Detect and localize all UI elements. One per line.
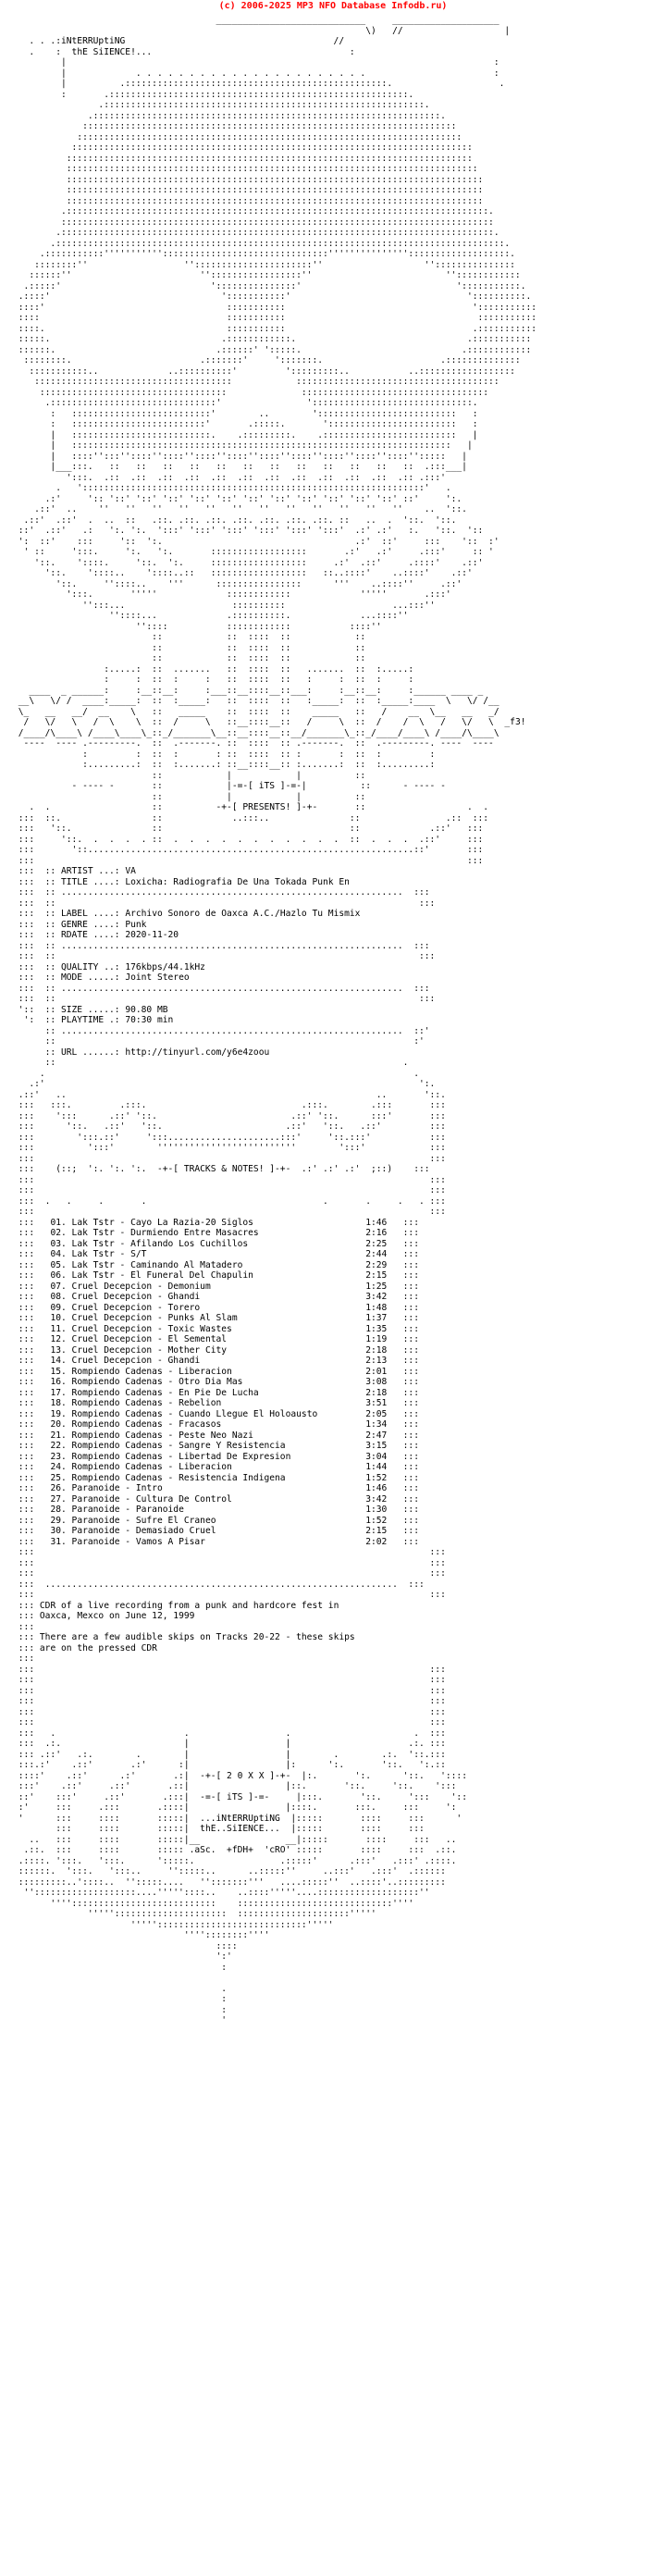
track-title: Lak Tstr - S/T xyxy=(71,1249,147,1259)
track-duration: 2:15 xyxy=(365,1270,388,1281)
track-duration: 1:30 xyxy=(365,1505,388,1515)
copyright-header: (c) 2006-2025 MP3 NFO Database Infodb.ru) xyxy=(218,1,448,11)
track-number: 22. xyxy=(50,1441,67,1451)
track-number: 18. xyxy=(50,1398,67,1408)
track-duration: 3:42 xyxy=(365,1292,388,1302)
playtime-value: 70:30 min xyxy=(125,1015,174,1025)
track-title: Cruel Decepcion - Toxic Wastes xyxy=(71,1323,232,1334)
playtime-label: PLAYTIME .: xyxy=(60,1015,120,1025)
track-title: Cruel Decepcion - Punks Al Slam xyxy=(71,1313,238,1323)
track-title: Rompiendo Cadenas - En Pie De Lucha xyxy=(71,1387,259,1398)
track-row: ::: 12. Cruel Decepcion - El Semental 1:19 ::: xyxy=(13,1334,419,1344)
track-number: 16. xyxy=(50,1377,67,1387)
track-title: Paranoide - Sufre El Craneo xyxy=(71,1515,216,1526)
track-number: 04. xyxy=(50,1249,67,1259)
track-row: ::: 19. Rompiendo Cadenas - Cuando Llegue El Holoausto 2:05 ::: xyxy=(13,1408,419,1419)
track-number: 24. xyxy=(50,1462,67,1472)
track-title: Paranoide - Demasiado Cruel xyxy=(71,1526,216,1536)
track-row: ::: 08. Cruel Decepcion - Ghandi 3:42 ::: xyxy=(13,1292,419,1302)
track-title: Cruel Decepcion - Mother City xyxy=(71,1344,228,1356)
year-banner: -+-[ 2 0 X X ]-+- xyxy=(200,1770,291,1781)
track-number: 23. xyxy=(50,1451,67,1462)
track-number: 12. xyxy=(50,1334,67,1344)
top-frame-art: ____________________________ ____________________ \) // | . . .:iNtERRUptiNG // . : thE SiIENCE!... : | : | . . . . . . . . . . . . . . . . . . . . . . : | .:::::::::::::::::::::::::::::::::::::::::::::::::. . : .::::::::::::::::::::::::::::::::::::::::::::::::::::::::. .::::::::::::::::::::::::::::::::::::::::::::::::::::::::::::. .:::::::::::::::::::::::::::::::::::::::::::::::::::::::::::::::::. :::::::::::::::::::::::::::::::::::::::::::::::::::::::::::::::::::::: :::::::::::::::::::::::::::::::::::::::::::::::::::::::::::::::::::::::: ::::::::::::::::::::::::::::::::::::::::::::::::::::::::::::::::::::::::::: :::::::::::::::::::::::::::::::::::::::::::::::::::::::::::::::::::::::::::: ::::::::::::::::::::::::::::::::::::::::::::::::::::::::::::::::::::::::::::: :::::::::::::::::::::::::::::::::::::::::::::::::::::::::::::::::::::::::::::: :::::::::::::::::::::::::::::::::::::::::::::::::::::::::::::::::::::::::::::: :::::::::::::::::::::::::::::::::::::::::::::::::::::::::::::::::::::::::::::: .:::::::::::::::::::::::::::::::::::::::::::::::::::::::::::::::::::::::::::::::. ::::::::::::::::::::::::::::::::::::::::::::::::::::::::::::::::::::::::::::::::: .:::::::::::::::::::::::::::::::::::::::::::::::::::::::::::::::::::::::::::::::::. .::::::::::::::::::::::::::::::::::::::::::::::::::::::::::::::::::::::::::::::::::::. .:::::::::::''''''''''':::::::::::::::::::::::::::::::''''''''''''''':::::::::::::::::::. ::::::::'' ''::::::::::::::::::::::'' ''::::::::::::::: ::::::'' '':::::::::::::::::'' '':::::::::::: .:::::' ':::::::::::::::' ':::::::::::. .::::' ':::::::::::' '::::::::::. ::::' ::::::::::: '::::::::::: :::: ::::::::::: ::::::::::: ::::. ::::::::::: .::::::::::: :::::. .::::::::::::. .::::::::::: ::::::. .::::::' ':::::. .:::::::::::: ::::::::. .:::::::' ':::::::. .:::::::::::::: :::::::::::.. ..::::::::::' ':::::::::.. ..:::::::::::::::::: ::::::::::::::::::::::::::::::::::::: :::::::::::::::::::::::::::::::::::::: ::::::::::::::::::::::::::::::::::: ::::::::::::::::::::::::::::::::::: .:::::::::::::::::::::::::::::::' '::::::::::::::::::::::::::::::. : ::::::::::::::::::::::::::' .. ':::::::::::::::::::::::::: : : :::::::::::::::::::::::::' .:::::. ':::::::::::::::::::::::: : | ::::::::::::::::::::::::::. .:::::::::. .::::::::::::::::::::::::: | | ::::::::::::::::::::::::::::::::::::::::::::::::::::::::::::::::::::::: | | ::::'':::''::::''::::''::::''::::''::::''::::''::::''::::''::::''::::: | |___:::. :: :: :: :: :: :: :: :: :: :: :: :: .:::___| ':::. .:: .:: .:: .:: .:: .:: .:: .:: .:: .:: .:: .:: .:::' . '::::::::::::::::::::::::::::::::::::::::::::::::::::::::::::::::' . .:' ':: '::' '::' '::' '::' '::' '::' '::' '::' '::' '::' '::' ::' ':. .::' .. '' '' '' '' '' '' '' '' '' '' '' '' .. '::. .::' .::' . .. :: .::. .::. .::. .::. .::. .::. .::. :: .. . '::. '::. ::' .::' .: ':. ':. ':::' ':::' ':::' ':::' ':::' ':::' .:' .:' :. '::. ':: ': ::' ::: ':: ':. .:' ::' ::: ':: :' ' :: ':::. ':. ':. :::::::::::::::::: .:' .:' .:::' :: ' '::. '::::. '::. ':. :::::::::::::::::: .:' .::' .::::' .::' '::. '::::.. '::::..:: :::::::::::::::::: ::..::::' ..::::' .::' '::. ''::::.. ''' :::::::::::::::: ''' ..::::'' .::' ':::. ''''' :::::::::::: ''''' .:::' '':::... :::::::::: ...:::'' ''::::... .::::::::::. ...::::'' '':::: :::::::::::: ::::'' :: :: :::: :: :: :: :: :::: :: :: :: :: :::: :: :: :.....: :: ....... :: :::: :: ....... :: :.....: : : :: : : :: :::: :: : : :: : : ____ _ ______: :__::__: :___::__::::__::___: :__::__: :______ ____ _ __\ \/ / ____:_____: :: :_____: :: :::: :: :_____: :: :_____:____ \ \/ /__ \_ __ __/ __ \ :: _____ :: :::: :: _____ :: / __ \__ __ _/ / \/ \ / \ \ :: / \ ::__::::__:: / \ :: / / \ / \/ \ _f3! /____/\____\ /____\____\_::_/_______\__::__::::__::__/_______\_::_/____/____\ /____/\____\ ---- ---- .---------. :: .-------. :: :::: :: .-------. :: .---------. ---- ---- : : :: : : :: :::: :: : : :: : : :.........: :: :.......: ::__::::__:: :.......: :: :.........: :: | | :: - ---- - :: |-=-[ iTS ]-=-| :: - ---- - :: | | :: . . :: -+-[ PRESENTS! ]-+- :: . . ::: ::. :: ..:::.. :: .:: ::: ::: '::. :: :: .::' ::: ::: '::. . . . . :: . . . . . . . . . . . :: . . . .::' ::: ::: '::.............................................................::' ::: ::: ::: xyxy=(18,15,537,866)
track-title: Lak Tstr - Caminando Al Matadero xyxy=(71,1259,243,1270)
track-title: Rompiendo Cadenas - Liberacion xyxy=(71,1462,232,1472)
track-row: ::: 23. Rompiendo Cadenas - Libertad De Expresion 3:04 ::: xyxy=(13,1451,419,1462)
group-name: iNtERRUptiNG xyxy=(60,36,126,46)
footer-group-name: ...iNtERRUptiNG xyxy=(200,1813,280,1824)
release-info: ::: :: ARTIST ...: VA ::: :: TITLE ....: Loxicha: Radiografia De Una Tokada Punk En ::: :: ................................................................ ::: ::: :: ::: ::: :: LABEL ....: Archivo Sonoro de Oaxca A.C./Hazlo Tu Mismix ::: :: GENRE ....: Punk ::: :: RDATE ....: 2020-11-20 ::: :: ................................................................ ::: ::: :: ::: ::: :: QUALITY ..: 176kbps/44.1kHz ::: :: MODE .....: Joint Stereo ::: :: ................................................................ ::: ::: :: ::: ':: :: SIZE .....: 90.80 MB ': :: PLAYTIME .: 70:30 min :: ................................................................ ::' :: :' :: URL ......: http://tinyurl.com/y6e4zoou :: . xyxy=(13,866,436,1068)
track-row: ::: 28. Paranoide - Paranoide 1:30 ::: xyxy=(13,1505,419,1515)
track-duration: 1:35 xyxy=(365,1323,388,1334)
track-number: 31. xyxy=(50,1536,67,1547)
track-number: 17. xyxy=(50,1387,67,1398)
track-title: Rompiendo Cadenas - Fracasos xyxy=(71,1419,222,1430)
track-number: 26. xyxy=(50,1483,67,1493)
track-duration: 3:51 xyxy=(365,1398,388,1408)
track-duration: 2:44 xyxy=(365,1249,388,1259)
track-title: Cruel Decepcion - El Semental xyxy=(71,1334,228,1344)
quality-label: QUALITY ..: xyxy=(60,961,120,972)
track-duration: 1:19 xyxy=(365,1334,388,1344)
track-duration: 1:52 xyxy=(365,1515,388,1526)
label-label: LABEL ....: xyxy=(60,909,120,919)
tracks-divider-art: . . .:' ':. .::' .. .. '::. ::: :::. .:::. .:::. .::: ::: ::: '::: .::' '::. .::' '::. :::' ::: ::: '::. .::' '::. .::' '::. .::' ::: ::: ':::.::' ':::.....................:::' '::.:::' ::: ::: ':::' '''''''''''''''''''''''''' ':::' ::: ::: ::: ::: (::; ':. ':. ':. -+-[ TRACKS & NOTES! ]-+- .:' .:' .:' ;::) ::: ::: ::: ::: ::: ::: . . . . . . . . ::: ::: ::: xyxy=(18,1068,446,1217)
track-duration: 2:16 xyxy=(365,1228,388,1238)
track-duration: 2:18 xyxy=(365,1387,388,1398)
group-subtitle: thE SiIENCE!... xyxy=(71,46,153,57)
track-number: 09. xyxy=(50,1302,67,1313)
artist-value: VA xyxy=(125,866,136,876)
track-number: 03. xyxy=(50,1238,67,1249)
track-duration: 2:02 xyxy=(365,1536,388,1547)
track-row: ::: 31. Paranoide - Vamos A Pisar 2:02 ::: xyxy=(13,1536,419,1547)
track-row: ::: 16. Rompiendo Cadenas - Otro Dia Mas 3:08 ::: xyxy=(13,1377,419,1387)
track-number: 08. xyxy=(50,1292,67,1302)
label-value: Archivo Sonoro de Oaxca A.C./Hazlo Tu Mismix xyxy=(125,909,361,919)
track-title: Lak Tstr - Cayo La Razia-20 Siglos xyxy=(71,1217,253,1228)
track-duration: 2:13 xyxy=(365,1356,388,1366)
track-duration: 1:44 xyxy=(365,1462,388,1472)
url-value[interactable]: http://tinyurl.com/y6e4zoou xyxy=(125,1046,270,1058)
track-title: Lak Tstr - Afilando Los Cuchillos xyxy=(71,1238,249,1249)
track-row: ::: 05. Lak Tstr - Caminando Al Matadero 2:29 ::: xyxy=(13,1259,419,1270)
track-duration: 3:15 xyxy=(365,1441,388,1451)
track-row: ::: 11. Cruel Decepcion - Toxic Wastes 1:35 ::: xyxy=(13,1323,419,1334)
track-number: 29. xyxy=(50,1515,67,1526)
track-duration: 2:01 xyxy=(365,1366,388,1377)
track-title: Cruel Decepcion - Ghandi xyxy=(71,1356,201,1366)
track-duration: 1:37 xyxy=(365,1313,388,1323)
track-duration: 1:52 xyxy=(365,1472,388,1483)
track-row: ::: 07. Cruel Decepcion - Demonium 1:25 ::: xyxy=(13,1281,419,1292)
artist-tag: _f3! xyxy=(504,717,526,727)
track-title: Lak Tstr - Durmiendo Entre Masacres xyxy=(71,1228,259,1238)
track-row: ::: 25. Rompiendo Cadenas - Resistencia Indigena 1:52 ::: xyxy=(13,1472,419,1483)
track-duration: 2:15 xyxy=(365,1526,388,1536)
track-number: 30. xyxy=(50,1526,67,1536)
genre-value: Punk xyxy=(125,919,147,930)
notes-line-4: are on the pressed CDR xyxy=(39,1642,157,1653)
track-title: Rompiendo Cadenas - Rebelion xyxy=(71,1398,222,1408)
title-value: Loxicha: Radiografia De Una Tokada Punk En xyxy=(125,876,350,887)
track-duration: 3:42 xyxy=(365,1493,388,1505)
track-duration: 2:29 xyxy=(365,1259,388,1270)
track-row: ::: 14. Cruel Decepcion - Ghandi 2:13 ::: xyxy=(13,1356,419,1366)
track-number: 14. xyxy=(50,1356,67,1366)
title-label: TITLE ....: xyxy=(60,876,120,887)
track-row: ::: 04. Lak Tstr - S/T 2:44 ::: xyxy=(13,1249,419,1259)
track-row: ::: 06. Lak Tstr - El Funeral Del Chapulin 2:15 ::: xyxy=(13,1270,419,1281)
notes-line-2: Oaxca, Mexco on June 12, 1999 xyxy=(39,1611,195,1621)
rdate-label: RDATE ....: xyxy=(60,930,120,940)
track-title: Cruel Decepcion - Torero xyxy=(71,1302,201,1313)
rdate-value: 2020-11-20 xyxy=(125,930,179,940)
track-row: ::: 10. Cruel Decepcion - Punks Al Slam 1:37 ::: xyxy=(13,1313,419,1323)
track-title: Rompiendo Cadenas - Sangre Y Resistencia xyxy=(71,1441,286,1451)
track-duration: 1:46 xyxy=(365,1217,388,1228)
track-row: ::: 03. Lak Tstr - Afilando Los Cuchillos 2:25 ::: xyxy=(13,1238,419,1249)
its-banner-footer: -=-[ iTS ]-=- xyxy=(200,1791,270,1802)
track-duration: 3:04 xyxy=(365,1451,388,1462)
track-number: 28. xyxy=(50,1505,67,1515)
track-title: Rompiendo Cadenas - Peste Neo Nazi xyxy=(71,1430,253,1441)
size-value: 90.80 MB xyxy=(125,1004,168,1015)
quality-value: 176kbps/44.1kHz xyxy=(125,961,205,972)
footer-group-subtitle: thE..SiIENCE... xyxy=(200,1824,280,1834)
track-duration: 3:08 xyxy=(365,1377,388,1387)
track-title: Rompiendo Cadenas - Libertad De Expresion xyxy=(71,1451,291,1462)
track-row: ::: 13. Cruel Decepcion - Mother City 2:18 ::: xyxy=(13,1344,419,1356)
url-label: URL ......: xyxy=(60,1046,120,1058)
notes-line-1: CDR of a live recording from a punk and hardcore fest in xyxy=(39,1600,339,1611)
track-row: ::: 20. Rompiendo Cadenas - Fracasos 1:34 ::: xyxy=(13,1419,419,1430)
track-row: ::: 26. Paranoide - Intro 1:46 ::: xyxy=(13,1483,419,1493)
track-title: Rompiendo Cadenas - Cuando Llegue El Holoausto xyxy=(71,1408,318,1419)
track-duration: 2:47 xyxy=(365,1430,388,1441)
nfo-document xyxy=(13,15,536,2026)
track-row: ::: 09. Cruel Decepcion - Torero 1:48 ::: xyxy=(13,1302,419,1313)
footer-art: ::: ::: ::: ::: ::: ::: ::: ::: ::: ::: ::: ::: ::: . . . . ::: ::: .:. | | .:. ::: ::: .::' .:. . | | . .:. '::.::: :::.:' .::' .:' :| |: ':. '::. ':.:: ::::' .::' .:' .:| -+-[ 2 0 X X ]-+- |:. ':. '::. ':::: :::' .::' .::' .::| |::. '::. '::. '::: ::' :::' .::' .:::| -=-[ iTS ]-=- |:::. '::. '::: ':: :' ::: .::: .::::| |::::. :::. ::: ': ' ::: :::: :::::| ...iNtERRUptiNG |::::: :::: ::: ' ::: :::: :::::| thE..SiIENCE... |::::: :::: ::: .. ::: :::: :::::|__ __|::::: :::: ::: .. .::. ::: :::: ::::: .aSc. +fDH+ 'cRO' ::::: :::: ::: .::. .::::. ':::. ':::. ':::::. .:::::' .:::' .:::' .::::. ::::::. ':::. ':::.. '':::::.. ..:::::'' ..:::' .:::' .:::::: :::::::::..'::::.. '':::::.... '':::::::''' ....:::::'' ..::::'..::::::::: '':::::::::::::::::::....'''''::::.. ..::::'''''....:::::::::::::::::::'' ''''::::::::::::::::::::::::::: :::::::::::::::::::::::::::::'''' '''''::::::::::::::::::::: :::::::::::::::::::::''''' '''''::::::::::::::::::::::::::::''''' ''''::::::::'''' :::: ':' : . : : ' xyxy=(18,1664,467,2025)
track-duration: 1:34 xyxy=(365,1419,388,1430)
track-row: ::: 22. Rompiendo Cadenas - Sangre Y Resistencia 3:15 ::: xyxy=(13,1441,419,1451)
size-label: SIZE .....: xyxy=(60,1004,120,1015)
track-list xyxy=(13,1218,536,1548)
track-row: ::: 02. Lak Tstr - Durmiendo Entre Masacres 2:16 ::: xyxy=(13,1228,419,1238)
track-row: ::: 29. Paranoide - Sufre El Craneo 1:52 ::: xyxy=(13,1515,419,1526)
track-title: Rompiendo Cadenas - Liberacion xyxy=(71,1366,232,1377)
track-title: Cruel Decepcion - Demonium xyxy=(71,1281,211,1292)
track-row: ::: 24. Rompiendo Cadenas - Liberacion 1:44 ::: xyxy=(13,1462,419,1472)
track-title: Cruel Decepcion - Ghandi xyxy=(71,1292,201,1302)
track-number: 07. xyxy=(50,1281,67,1292)
track-number: 15. xyxy=(50,1366,67,1377)
track-number: 11. xyxy=(50,1323,67,1334)
track-duration: 1:46 xyxy=(365,1483,388,1493)
tracks-notes-banner: -+-[ TRACKS & NOTES! ]-+- xyxy=(156,1164,291,1174)
track-number: 01. xyxy=(50,1217,67,1228)
track-title: Rompiendo Cadenas - Resistencia Indigena xyxy=(71,1472,286,1483)
track-title: Paranoide - Vamos A Pisar xyxy=(71,1536,205,1547)
track-title: Paranoide - Cultura De Control xyxy=(71,1493,232,1505)
its-banner: -=-[ iTS ]-=- xyxy=(231,781,302,791)
track-number: 20. xyxy=(50,1419,67,1430)
genre-label: GENRE ....: xyxy=(60,919,120,930)
track-duration: 2:18 xyxy=(365,1344,388,1356)
track-title: Lak Tstr - El Funeral Del Chapulin xyxy=(71,1270,253,1281)
mode-label: MODE .....: xyxy=(60,972,120,983)
track-row: ::: 01. Lak Tstr - Cayo La Razia-20 Siglos 1:46 ::: xyxy=(13,1217,419,1228)
artist-label: ARTIST ...: xyxy=(60,866,120,876)
track-number: 21. xyxy=(50,1430,67,1441)
track-title: Paranoide - Paranoide xyxy=(71,1505,184,1515)
track-row: ::: 21. Rompiendo Cadenas - Peste Neo Nazi 2:47 ::: xyxy=(13,1430,419,1441)
track-number: 02. xyxy=(50,1228,67,1238)
track-number: 19. xyxy=(50,1408,67,1419)
release-notes: ::: CDR of a live recording from a punk and hardcore fest in ::: Oaxca, Mexco on June 12, 1999 ::: ::: There are a few audible skips on Tracks 20-22 - these skips ::: are on the pressed CDR ::: xyxy=(13,1600,355,1664)
track-duration: 2:05 xyxy=(365,1408,388,1419)
track-duration: 1:25 xyxy=(365,1281,388,1292)
track-row: ::: 17. Rompiendo Cadenas - En Pie De Lucha 2:18 ::: xyxy=(13,1387,419,1398)
track-row: ::: 27. Paranoide - Cultura De Control 3:42 ::: xyxy=(13,1493,419,1505)
track-title: Paranoide - Intro xyxy=(71,1483,163,1493)
track-number: 27. xyxy=(50,1493,67,1505)
track-duration: 1:48 xyxy=(365,1302,388,1313)
track-row: ::: 30. Paranoide - Demasiado Cruel 2:15 ::: xyxy=(13,1526,419,1536)
track-number: 10. xyxy=(50,1313,67,1323)
presents-banner: -+-[ PRESENTS! ]-+- xyxy=(216,802,318,812)
track-duration: 2:25 xyxy=(365,1238,388,1249)
notes-divider-art: ::: ::: ::: ::: ::: ::: ::: .................................................................. ::: ::: ::: xyxy=(18,1547,446,1600)
notes-line-3: There are a few audible skips on Tracks 20-22 - these skips xyxy=(39,1632,355,1642)
footer-credits: .aSc. +fDH+ 'cRO' xyxy=(189,1845,291,1855)
track-title: Rompiendo Cadenas - Otro Dia Mas xyxy=(71,1377,243,1387)
track-number: 05. xyxy=(50,1259,67,1270)
track-row: ::: 18. Rompiendo Cadenas - Rebelion 3:51 ::: xyxy=(13,1398,419,1408)
track-number: 13. xyxy=(50,1344,67,1356)
track-row: ::: 15. Rompiendo Cadenas - Liberacion 2:01 ::: xyxy=(13,1366,419,1377)
mode-value: Joint Stereo xyxy=(125,972,190,983)
track-number: 25. xyxy=(50,1472,67,1483)
track-number: 06. xyxy=(50,1270,67,1281)
